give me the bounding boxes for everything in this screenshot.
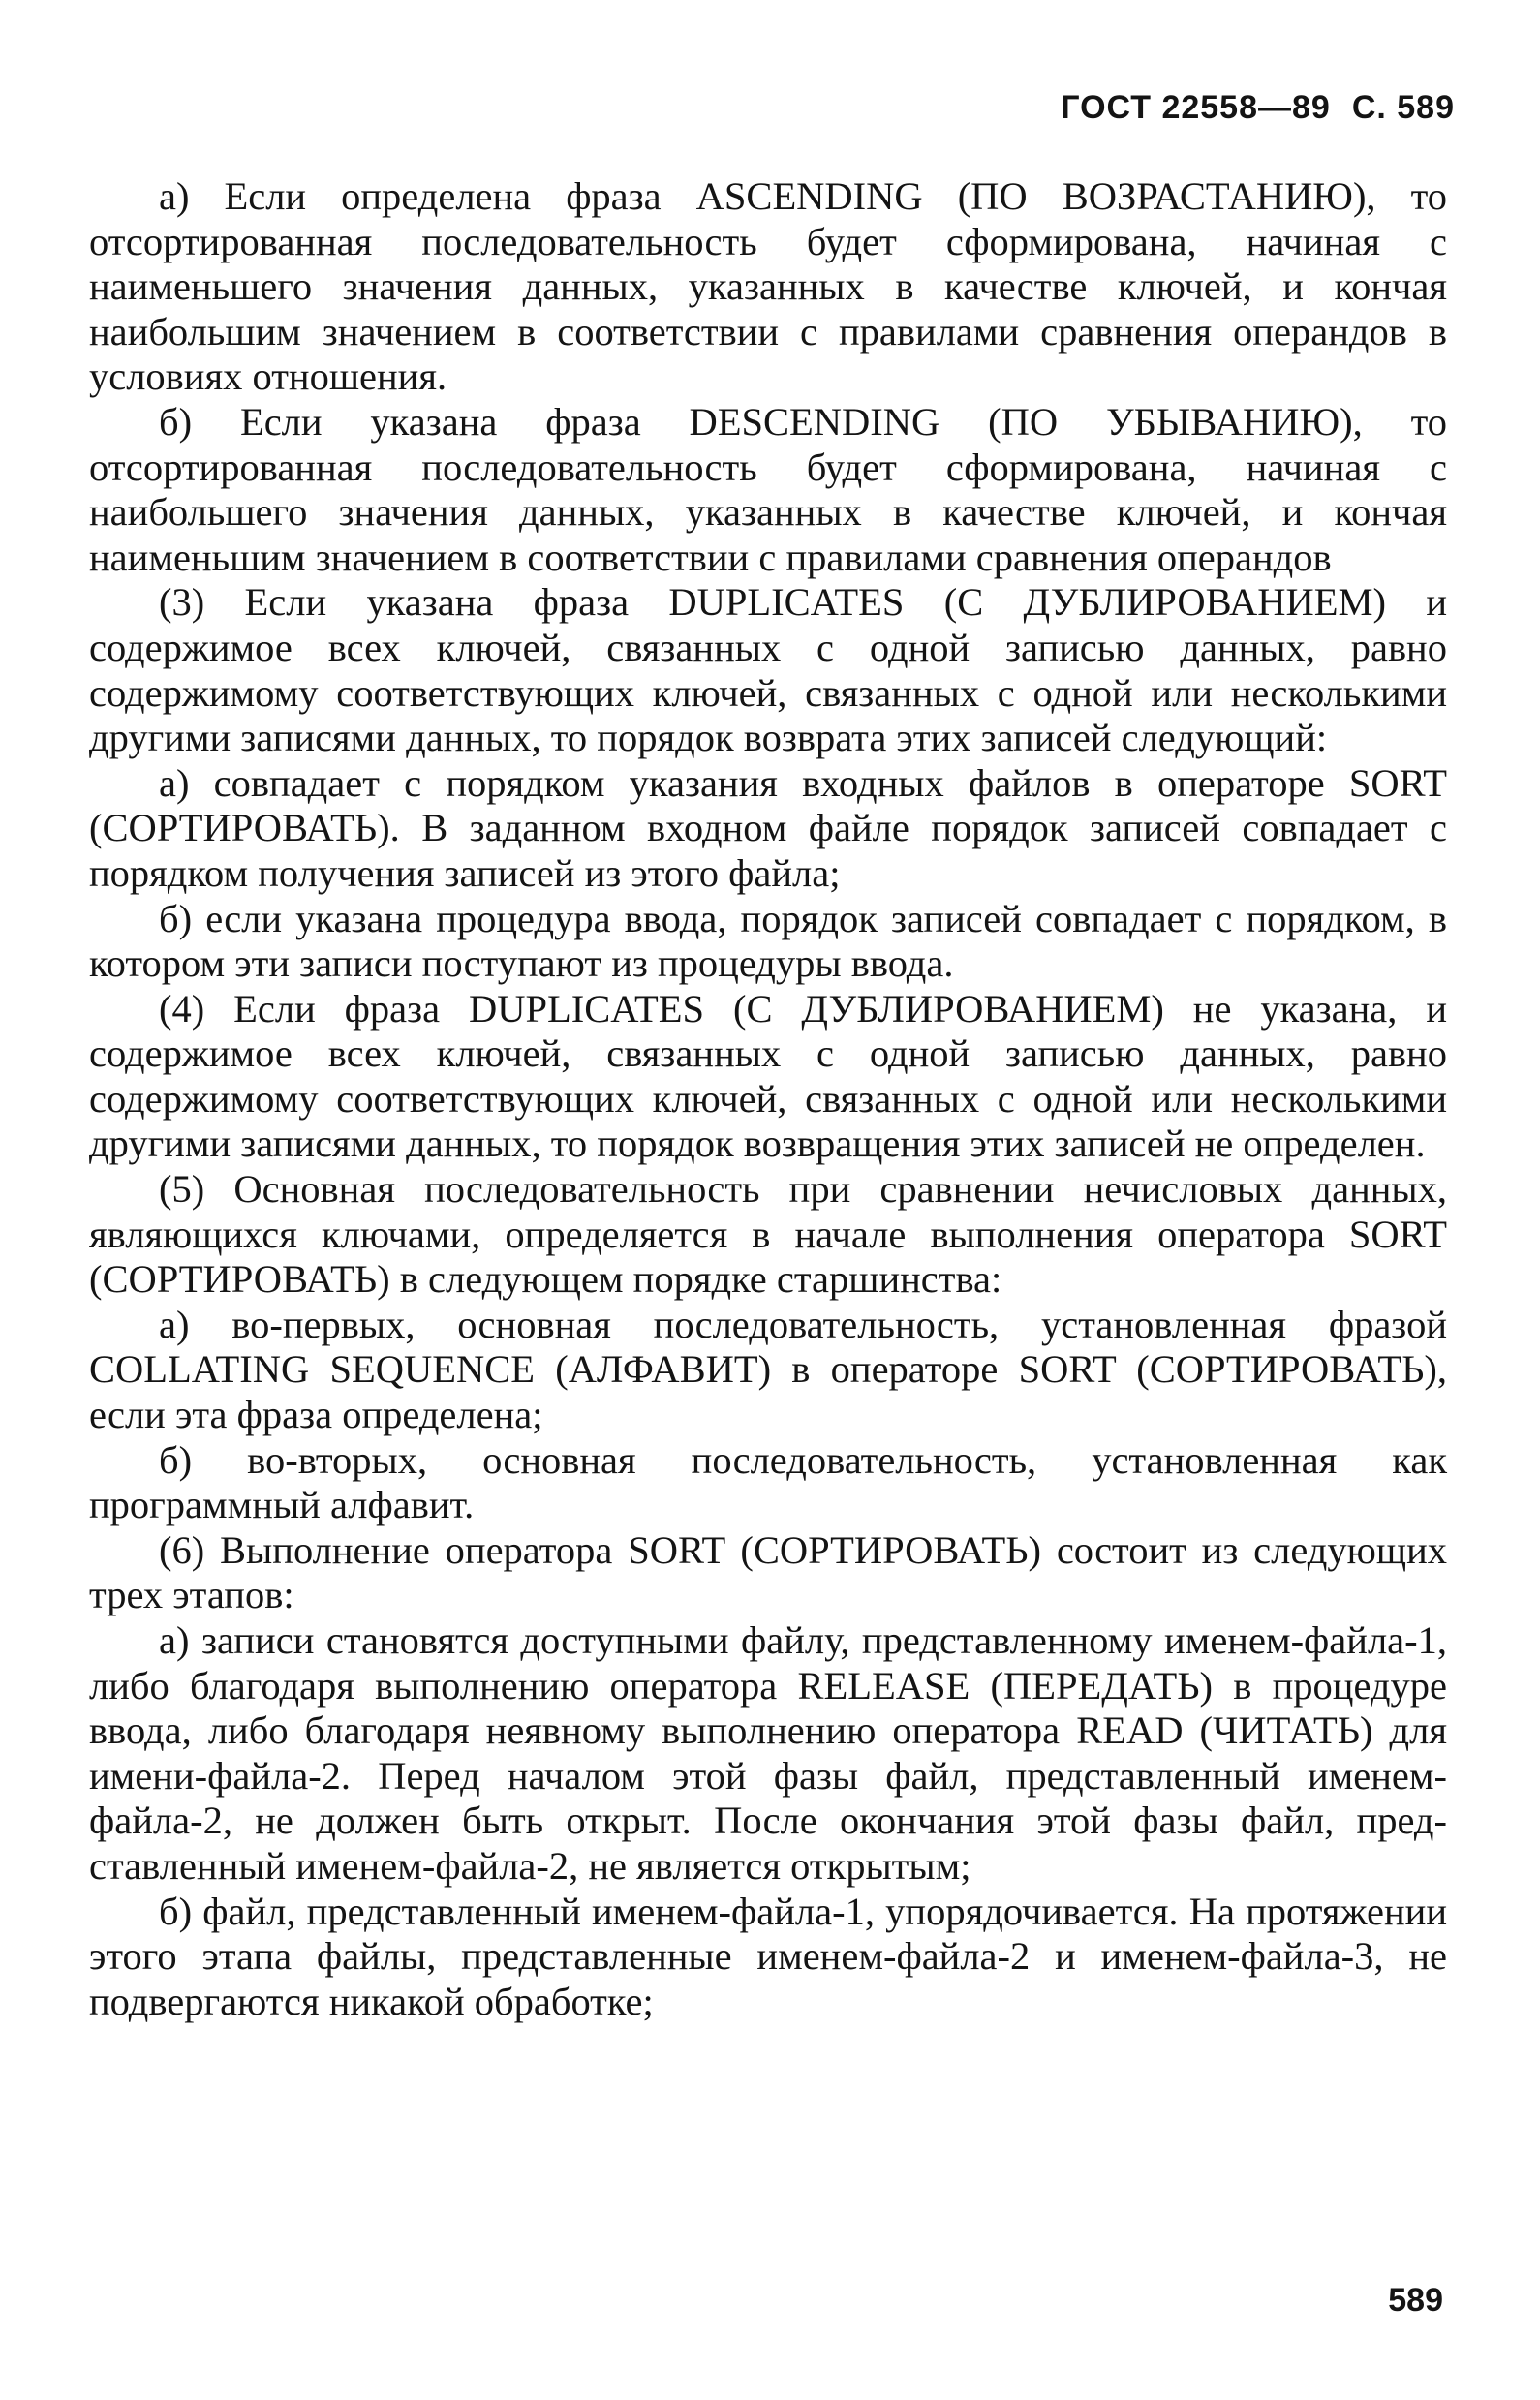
paragraph-no-duplicates: (4) Если фраза DUPLICATES (С ДУБЛИРОВАНИЕМ) не указана, и содержимое всех ключей, связанных с одной записью данных, равно содержимому соответствующих ключей, связанных с одной или несколькими другими записями данных, то порядок возвращения этих записей не определен. (89, 986, 1447, 1166)
paragraph-duplicates-a: а) совпадает с порядком указания входных файлов в операторе SORT (СОРТИРОВАТЬ). В заданном входном файле порядок записей совпадает с порядком получения записей из этого файла; (89, 760, 1447, 895)
paragraph-stage-a: а) записи становятся доступными файлу, представленному именем-файла-1, либо благодаря выполнению оператора RELEASE (ПЕРЕДАТЬ) в процедуре ввода, либо благодаря неявному выполнению оператора READ (ЧИТАТЬ) для имени-файла-2. Перед началом этой фазы файл, представленный именем-файла-2, не должен быть открыт. После окончания этой фазы файл, представленный именем-файла-2, не является открытым; (89, 1618, 1447, 1888)
paragraph-duplicates-b: б) если указана процедура ввода, порядок записей совпадает с порядком, в котором эти записи поступают из процедуры ввода. (89, 896, 1447, 986)
paragraph-collating-b: б) во-вторых, основная последовательность, установленная как программный алфавит. (89, 1437, 1447, 1527)
paragraph-ascending: а) Если определена фраза ASCENDING (ПО ВОЗРАСТАНИЮ), то отсортированная последовательность будет сформирована, начиная с наименьшего значения данных, указанных в качестве ключей, и кончая наибольшим значением в соответствии с правилами сравнения операндов в условиях отношения. (89, 174, 1447, 399)
paragraph-collating-a: а) во-первых, основная последовательность, установленная фразой COLLATING SEQUENCE (АЛФАВИТ) в операторе SORT (СОРТИРОВАТЬ), если эта фраза определена; (89, 1302, 1447, 1437)
header-page-ref: С. 589 (1351, 89, 1455, 126)
paragraph-stage-b: б) файл, представленный именем-файла-1, упорядочивается. На протяжении этого этапа файлы, представленные именем-файла-2 и именем-файла-3, не подвергаются никакой обработке; (89, 1889, 1447, 2023)
page-header (1061, 89, 1455, 127)
header-standard: ГОСТ 22558—89 (1061, 89, 1331, 126)
paragraph-sort-stages: (6) Выполнение оператора SORT (СОРТИРОВАТЬ) состоит из следующих трех этапов: (89, 1527, 1447, 1617)
body-text (89, 174, 1447, 2024)
paragraph-duplicates: (3) Если указана фраза DUPLICATES (С ДУБЛИРОВАНИЕМ) и содержимое всех ключей, связанных с одной записью данных, равно содержимому соответствующих ключей, связанных с одной или несколькими другими записями данных, то порядок возврата этих записей следующий: (89, 580, 1447, 760)
paragraph-collating: (5) Основная последовательность при сравнении нечисловых данных, являющихся ключами, определяется в начале выполнения оператора SORT (СОРТИРОВАТЬ) в следующем порядке старшинства: (89, 1167, 1447, 1302)
page-number: 589 (1388, 2282, 1443, 2319)
paragraph-descending: б) Если указана фраза DESCENDING (ПО УБЫВАНИЮ), то отсортированная последовательность будет сформирована, начиная с наибольшего значения данных, указанных в качестве ключей, и кончая наименьшим значением в соответствии с правилами сравнения операндов (89, 399, 1447, 579)
